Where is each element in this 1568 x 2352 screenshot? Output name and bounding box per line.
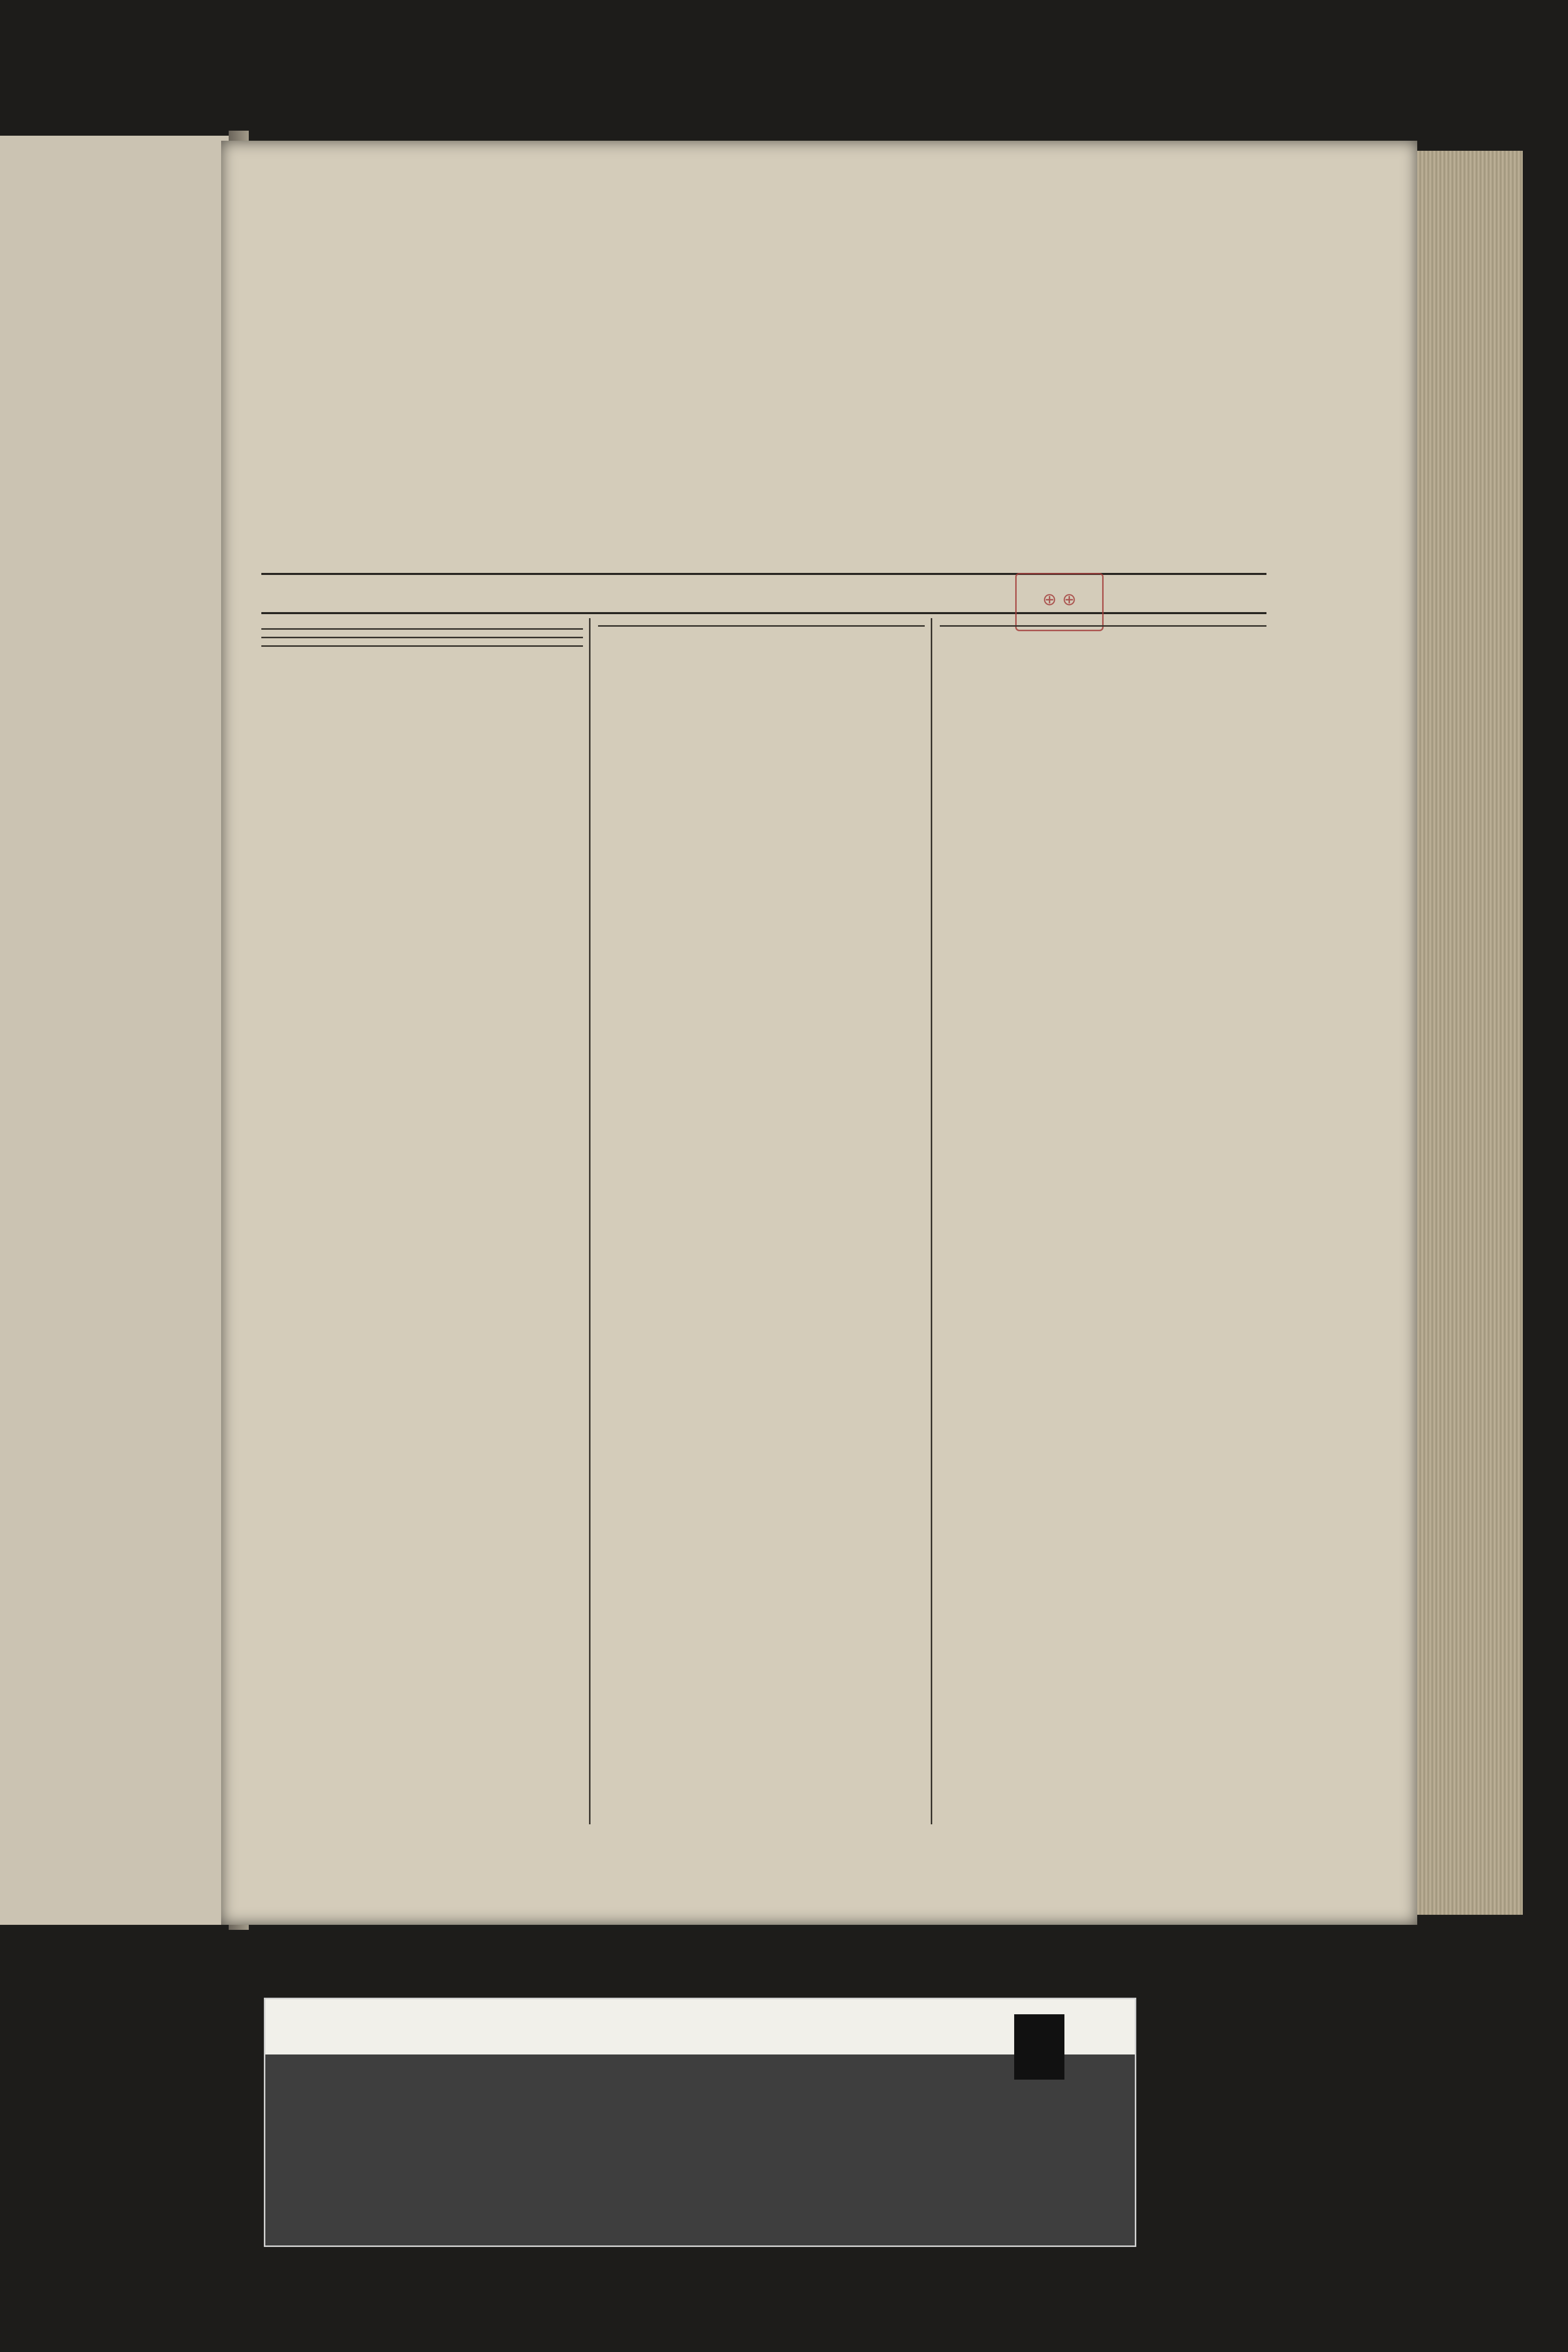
page-edges — [1417, 151, 1523, 1915]
swatch-row-dark — [265, 2185, 1135, 2243]
swatch-labels — [265, 2092, 1135, 2112]
column-divider — [589, 618, 591, 1824]
column-divider — [931, 618, 932, 1824]
column-3 — [940, 618, 1266, 1824]
column-1 — [261, 618, 583, 1824]
divider — [261, 645, 583, 647]
colour-chart — [264, 1998, 1136, 2247]
dateline — [261, 573, 1266, 614]
column-2 — [598, 618, 925, 1824]
logo — [1014, 2014, 1064, 2080]
swatch-row-light — [265, 2117, 1135, 2185]
divider — [940, 625, 1266, 627]
masthead — [221, 75, 1186, 101]
ruler — [265, 1999, 1135, 2054]
library-stamp: ⊕ ⊕ — [1015, 573, 1104, 631]
divider — [261, 637, 583, 638]
divider — [598, 625, 925, 627]
left-facing-page — [0, 136, 232, 1925]
divider — [261, 628, 583, 630]
